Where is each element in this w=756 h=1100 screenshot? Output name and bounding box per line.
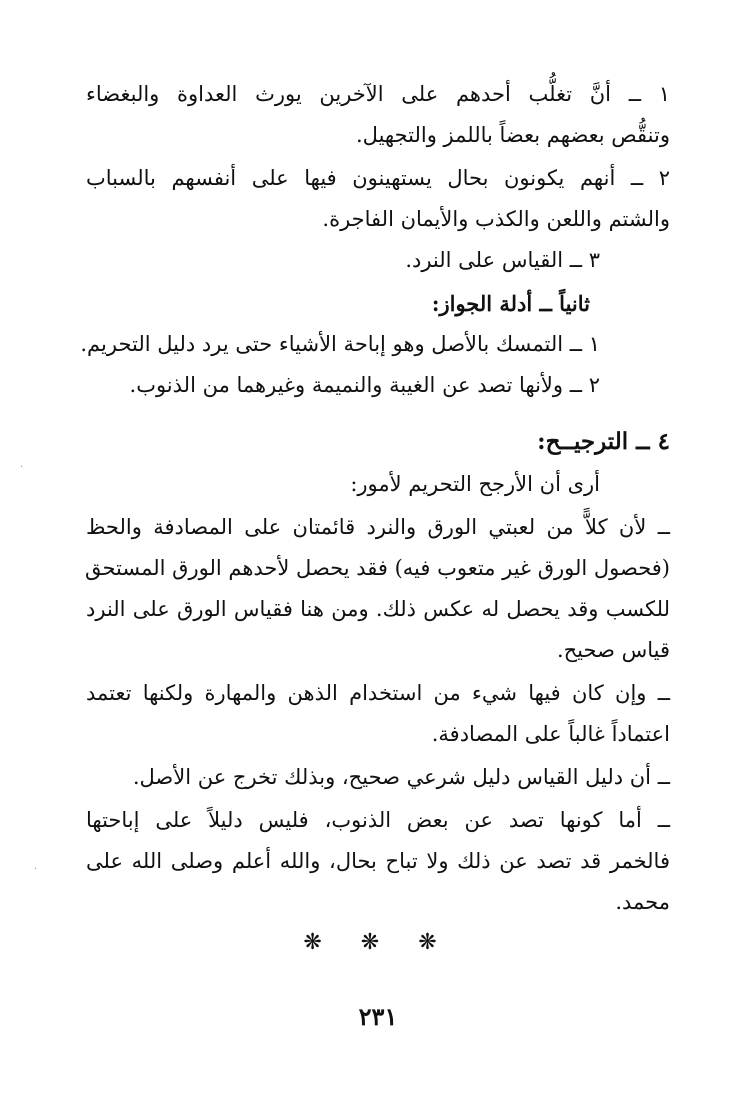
list-item-1-line-2: وتنقُّص بعضهم بعضاً باللمز والتجهيل. (356, 123, 670, 147)
preference-section (86, 420, 670, 923)
reason-4-line-1: ــ أما كونها تصد عن بعض الذنوب، فليس دليلاً على إباحتها (86, 808, 670, 832)
list-item-2-line-2: والشتم واللعن والكذب والأيمان الفاجرة. (322, 207, 670, 231)
permission-evidence-title: ثانياً ــ أدلة الجواز: (431, 291, 590, 316)
section-separator: ❋ ❋ ❋ (303, 930, 453, 955)
list-item-3: ٣ ــ القياس على النرد. (405, 248, 600, 272)
section-three-list (86, 74, 670, 281)
permission-evidence-section (80, 283, 670, 406)
preference-heading: ٤ ــ الترجيــح: (537, 428, 670, 455)
margin-speck: · (20, 462, 24, 473)
margin-speck: · (34, 864, 38, 875)
reason-2-line-1: ــ وإن كان فيها شيء من استخدام الذهن والمهارة ولكنها تعتمد (86, 681, 670, 705)
reason-1-line-1: ــ لأن كلاًّ من لعبتي الورق والنرد قائمتان على المصادفة والحظ (86, 515, 670, 539)
page-body (80, 74, 670, 923)
reason-4-line-3: محمد. (615, 890, 670, 914)
reason-4-line-2: فالخمر قد تصد عن ذلك ولا تباح بحال، والله أعلم وصلى الله على (86, 849, 670, 873)
page-number: ٢٣١ (358, 1002, 398, 1031)
permission-evidence-item-1: ١ ــ التمسك بالأصل وهو إباحة الأشياء حتى يرد دليل التحريم. (80, 332, 600, 356)
reason-1-line-2: (فحصول الورق غير متعوب فيه) فقد يحصل لأحدهم الورق المستحق (84, 556, 670, 580)
reason-1-line-4: قياس صحيح. (556, 638, 670, 662)
reason-1-line-3: للكسب وقد يحصل له عكس ذلك. ومن هنا فقياس الورق على النرد (86, 597, 670, 621)
reason-2-line-2: اعتماداً غالباً على المصادفة. (431, 722, 670, 746)
preference-intro: أرى أن الأرجح التحريم لأمور: (350, 472, 600, 496)
reason-3: ــ أن دليل القياس دليل شرعي صحيح، وبذلك تخرج عن الأصل. (132, 765, 670, 789)
list-item-2-line-1: ٢ ــ أنهم يكونون بحال يستهينون فيها على أنفسهم بالسباب (86, 166, 670, 190)
permission-evidence-item-2: ٢ ــ ولأنها تصد عن الغيبة والنميمة وغيرهما من الذنوب. (129, 373, 600, 397)
list-item-1-line-1: ١ ــ أنَّ تغلُّب أحدهم على الآخرين يورث العداوة والبغضاء (86, 82, 670, 106)
